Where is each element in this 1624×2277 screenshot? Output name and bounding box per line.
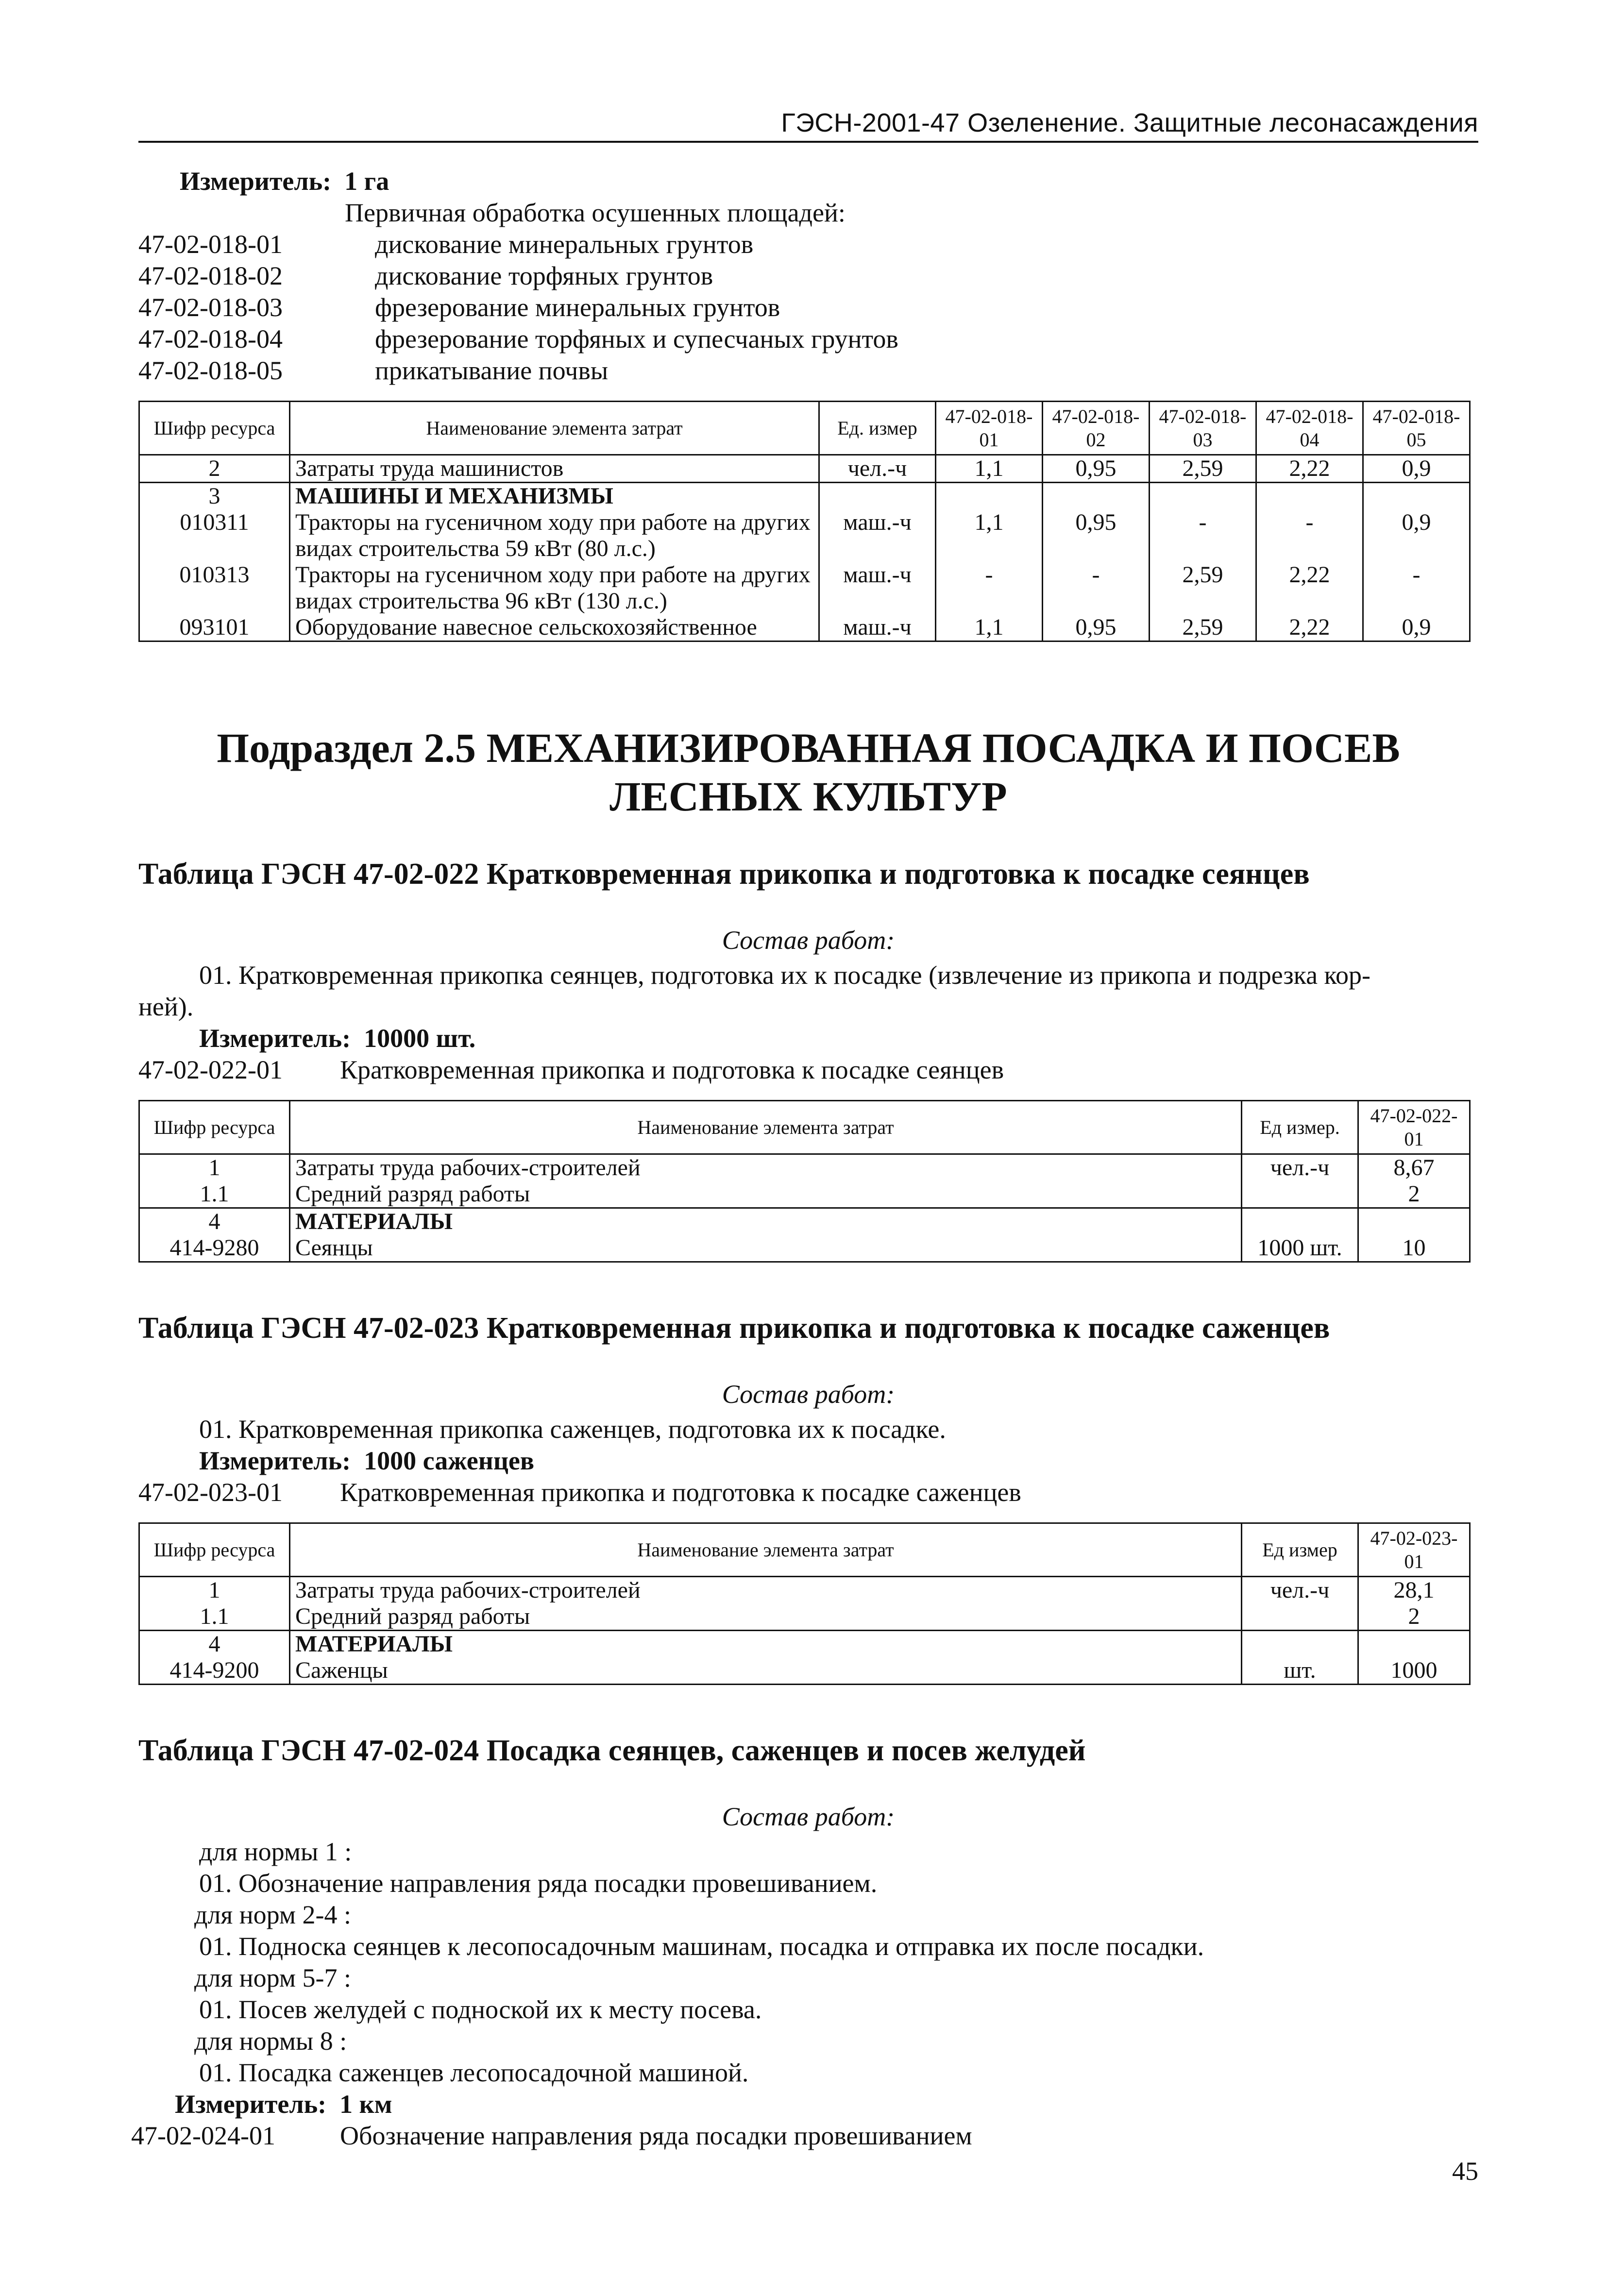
table-row [139,509,1470,562]
table-header-row [139,402,1470,455]
cell-unit: чел.-ч [819,455,936,483]
cell-code: 010313 [139,562,290,614]
table-header-row [139,1101,1470,1154]
cell-name: Оборудование навесное сельскохозяйственное [290,614,819,641]
header-rule [138,141,1478,143]
cell-name: МАШИНЫ И МЕХАНИЗМЫ [290,483,819,510]
item-text: дискование минеральных грунтов [375,230,754,259]
norm-code: 47-02-023-01 [138,1478,283,1507]
work-line: 01. Посев желудей с подноской их к месту посева. [199,1995,762,2024]
cell-code: 093101 [139,614,290,641]
cell-code: 1 [139,1154,290,1181]
col-header: 47-02-022-01 [1358,1101,1470,1154]
col-header: Ед. измер [819,402,936,455]
cell-unit: маш.-ч [819,509,936,562]
item-text: прикатывание почвы [375,356,609,385]
cell-unit: 1000 шт. [1242,1235,1358,1262]
cell-value: 2,59 [1150,562,1256,614]
cell-value: 1,1 [936,614,1043,641]
col-header: Наименование элемента затрат [290,1523,1242,1577]
cell-unit: чел.-ч [1242,1154,1358,1181]
work-label: Состав работ: [722,1802,895,1831]
table-row [139,1657,1470,1685]
col-header: 47-02-018-04 [1256,402,1363,455]
block1-intro: Первичная обработка осушенных площадей: [345,198,846,227]
cell-code: 2 [139,455,290,483]
item-text: фрезерование торфяных и супесчаных грунтов [375,324,898,354]
norm-code: 47-02-024-01 [131,2121,275,2150]
cell-value: 1,1 [936,509,1043,562]
item-code: 47-02-018-02 [138,261,283,290]
meter-label: Измеритель: 1 км [175,2090,392,2119]
work-label: Состав работ: [722,1380,895,1409]
work-line: для норм 2-4 : [194,1900,351,1929]
table-row [139,614,1470,641]
cell-value: 2,22 [1256,614,1363,641]
norm-desc: Кратковременная прикопка и подготовка к посадке саженцев [340,1478,1021,1507]
table-row [139,1208,1470,1235]
cell-value: 1000 [1358,1657,1470,1685]
meter-label: Измеритель: 10000 шт. [199,1024,476,1053]
item-text: дискование торфяных грунтов [375,261,713,290]
work-line: 01. Посадка саженцев лесопосадочной машиной. [199,2058,749,2087]
cell-code: 4 [139,1631,290,1658]
cell-code: 1 [139,1577,290,1604]
item-code: 47-02-018-04 [138,324,283,354]
cell-name: Средний разряд работы [290,1181,1242,1208]
cell-value: - [936,562,1043,614]
work-line: для нормы 8 : [194,2026,347,2056]
col-header: 47-02-018-01 [936,402,1043,455]
cell-name: Тракторы на гусеничном ходу при работе на других видах строительства 96 кВт (130 л.с.) [290,562,819,614]
table-row [139,1181,1470,1208]
work-line: для нормы 1 : [199,1837,352,1866]
page-number: 45 [1452,2157,1478,2186]
work-text-cont: ней). [138,992,194,1021]
cell-unit [1242,1603,1358,1631]
col-header: 47-02-018-02 [1043,402,1150,455]
table-row [139,1154,1470,1181]
resource-table-023 [138,1522,1471,1685]
cell-value: 2,22 [1256,562,1363,614]
cell-name: Тракторы на гусеничном ходу при работе на других видах строительства 59 кВт (80 л.с.) [290,509,819,562]
cell-unit [1242,1181,1358,1208]
work-label: Состав работ: [722,926,895,955]
cell-value: 2,22 [1256,455,1363,483]
cell-value: 0,95 [1043,455,1150,483]
section-title: Подраздел 2.5 МЕХАНИЗИРОВАННАЯ ПОСАДКА И ПОСЕВ ЛЕСНЫХ КУЛЬТУР [217,725,1400,820]
cell-value: 28,1 [1358,1577,1470,1604]
work-text: 01. Кратковременная прикопка сеянцев, подготовка их к посадке (извлечение из прикопа и подрезка кор- [199,961,1371,990]
cell-value: - [1363,562,1470,614]
meter-label: Измеритель: 1 га [180,167,389,196]
cell-value: 2 [1358,1603,1470,1631]
col-header: Наименование элемента затрат [290,1101,1242,1154]
cell-name: Саженцы [290,1657,1242,1685]
item-code: 47-02-018-03 [138,293,283,322]
resource-table-022 [138,1100,1471,1263]
cell-name: Средний разряд работы [290,1603,1242,1631]
running-header: ГЭСН-2001-47 Озеленение. Защитные лесонасаждения [781,108,1478,137]
col-header: 47-02-018-05 [1363,402,1470,455]
col-header: 47-02-023-01 [1358,1523,1470,1577]
cell-unit: маш.-ч [819,562,936,614]
resource-table-018 [138,401,1471,642]
work-line: 01. Обозначение направления ряда посадки провешиванием. [199,1869,878,1898]
norm-desc: Обозначение направления ряда посадки провешиванием [340,2121,972,2150]
col-header: Ед измер. [1242,1101,1358,1154]
table-row [139,1631,1470,1658]
cell-value: 8,67 [1358,1154,1470,1181]
work-line: 01. Подноска сеянцев к лесопосадочным машинам, посадка и отправка их после посадки. [199,1932,1204,1961]
table-title-023: Таблица ГЭСН 47-02-023 Кратковременная прикопка и подготовка к посадке саженцев [138,1312,1330,1345]
cell-code: 1.1 [139,1181,290,1208]
col-header: Ед измер [1242,1523,1358,1577]
item-code: 47-02-018-05 [138,356,283,385]
work-line: для норм 5-7 : [194,1963,351,1992]
col-header: Шифр ресурса [139,1523,290,1577]
cell-value: 2,59 [1150,455,1256,483]
cell-value: 0,9 [1363,614,1470,641]
norm-code: 47-02-022-01 [138,1055,283,1084]
table-row [139,562,1470,614]
work-text: 01. Кратковременная прикопка саженцев, подготовка их к посадке. [199,1415,946,1444]
col-header: Наименование элемента затрат [290,402,819,455]
cell-unit: чел.-ч [1242,1577,1358,1604]
cell-value: 0,95 [1043,614,1150,641]
cell-code: 414-9200 [139,1657,290,1685]
table-row [139,1603,1470,1631]
cell-unit: маш.-ч [819,614,936,641]
col-header: Шифр ресурса [139,1101,290,1154]
cell-name: Сеянцы [290,1235,1242,1262]
cell-name: МАТЕРИАЛЫ [290,1208,1242,1235]
cell-value: - [1043,562,1150,614]
cell-code: 1.1 [139,1603,290,1631]
table-row [139,455,1470,483]
cell-code: 3 [139,483,290,510]
cell-value: 2,59 [1150,614,1256,641]
norm-desc: Кратковременная прикопка и подготовка к посадке сеянцев [340,1055,1004,1084]
cell-name: Затраты труда машинистов [290,455,819,483]
cell-value: 0,95 [1043,509,1150,562]
table-header-row [139,1523,1470,1577]
cell-value: 2 [1358,1181,1470,1208]
item-text: фрезерование минеральных грунтов [375,293,780,322]
cell-name: Затраты труда рабочих-строителей [290,1154,1242,1181]
cell-value: 1,1 [936,455,1043,483]
col-header: 47-02-018-03 [1150,402,1256,455]
table-row [139,1235,1470,1262]
cell-code: 414-9280 [139,1235,290,1262]
cell-value: - [1150,509,1256,562]
cell-name: Затраты труда рабочих-строителей [290,1577,1242,1604]
meter-label: Измеритель: 1000 саженцев [199,1446,535,1475]
cell-value: - [1256,509,1363,562]
item-code: 47-02-018-01 [138,230,283,259]
cell-value: 0,9 [1363,509,1470,562]
table-title-022: Таблица ГЭСН 47-02-022 Кратковременная прикопка и подготовка к посадке сеянцев [138,858,1310,891]
cell-name: МАТЕРИАЛЫ [290,1631,1242,1658]
table-row [139,1577,1470,1604]
cell-unit: шт. [1242,1657,1358,1685]
cell-code: 4 [139,1208,290,1235]
table-row [139,483,1470,510]
cell-value: 10 [1358,1235,1470,1262]
col-header: Шифр ресурса [139,402,290,455]
cell-code: 010311 [139,509,290,562]
table-title-024: Таблица ГЭСН 47-02-024 Посадка сеянцев, саженцев и посев желудей [138,1734,1086,1767]
cell-value: 0,9 [1363,455,1470,483]
